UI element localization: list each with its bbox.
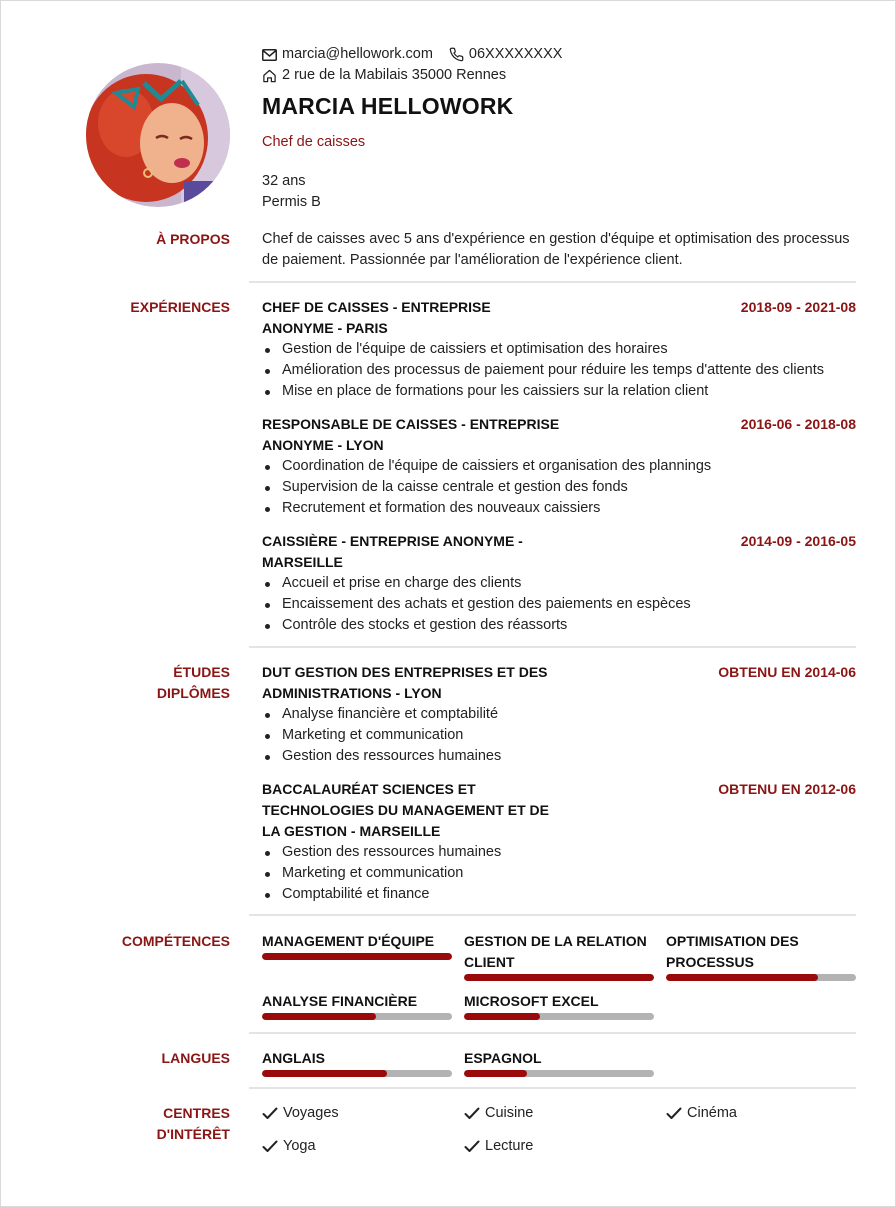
about-text bbox=[262, 229, 856, 271]
section-label-experiences: EXPÉRIENCES bbox=[130, 299, 230, 315]
skill-level-fill bbox=[666, 974, 818, 981]
skill-level-bar bbox=[464, 974, 654, 981]
check-icon bbox=[666, 1107, 682, 1120]
skill-item bbox=[262, 1048, 452, 1077]
skill-level-fill bbox=[262, 953, 452, 960]
section-label-interests bbox=[110, 1103, 230, 1145]
bullet-item: Accueil et prise en charge des clients bbox=[262, 573, 856, 594]
interest-item bbox=[464, 1103, 666, 1124]
skill-item bbox=[464, 991, 654, 1020]
divider bbox=[249, 1087, 856, 1089]
bullet-item: Analyse financière et comptabilité bbox=[262, 704, 856, 725]
skill-name: ANALYSE FINANCIÈRE bbox=[262, 993, 418, 1009]
interests-grid bbox=[262, 1103, 856, 1157]
education-title: DUT GESTION DES ENTREPRISES ET DES ADMINISTRATIONS - LYON bbox=[262, 664, 548, 701]
avatar bbox=[86, 63, 230, 207]
languages-grid-wrapper bbox=[262, 1048, 856, 1077]
skill-level-fill bbox=[262, 1013, 376, 1020]
bullet-item: Mise en place de formations pour les caissiers sur la relation client bbox=[262, 381, 856, 402]
education-bullets bbox=[262, 842, 856, 905]
avatar-illustration bbox=[86, 63, 230, 207]
bullet-item: Encaissement des achats et gestion des paiements en espèces bbox=[262, 594, 856, 615]
bullet-item: Supervision de la caisse centrale et gestion des fonds bbox=[262, 477, 856, 498]
skill-level-fill bbox=[262, 1070, 387, 1077]
mail-icon bbox=[262, 49, 277, 61]
phone-icon bbox=[449, 47, 464, 62]
skill-name: OPTIMISATION DES PROCESSUS bbox=[666, 933, 799, 970]
education-list bbox=[262, 662, 856, 917]
experience-date: 2014-09 - 2016-05 bbox=[740, 533, 856, 549]
about-paragraph: Chef de caisses avec 5 ans d'expérience en gestion d'équipe et optimisation des processus de paiement. Passionnée par l'amélioration de l'expérience client. bbox=[262, 231, 850, 268]
email-text: marcia@hellowork.com bbox=[282, 46, 433, 62]
skill-name: MICROSOFT EXCEL bbox=[464, 993, 599, 1009]
skill-level-bar bbox=[262, 1070, 452, 1077]
bullet-item: Recrutement et formation des nouveaux caissiers bbox=[262, 498, 856, 519]
bullet-item: Marketing et communication bbox=[262, 725, 856, 746]
education-entry bbox=[262, 779, 856, 905]
skill-level-bar bbox=[262, 1013, 452, 1020]
education-date: OBTENU EN 2012-06 bbox=[718, 781, 856, 797]
skill-level-fill bbox=[464, 1070, 527, 1077]
bullet-item: Gestion des ressources humaines bbox=[262, 746, 856, 767]
interest-label: Cinéma bbox=[687, 1105, 737, 1121]
check-icon bbox=[464, 1140, 480, 1153]
experience-date: 2018-09 - 2021-08 bbox=[740, 299, 856, 315]
email-item[interactable] bbox=[262, 44, 433, 65]
experience-bullets bbox=[262, 456, 856, 519]
section-label-skills: COMPÉTENCES bbox=[121, 933, 230, 949]
interests-wrapper bbox=[262, 1103, 856, 1157]
contact-line-2 bbox=[262, 65, 578, 86]
languages-grid bbox=[262, 1048, 856, 1077]
skill-level-bar bbox=[666, 974, 856, 981]
education-bullets bbox=[262, 704, 856, 767]
skill-item bbox=[262, 991, 452, 1020]
experience-entry bbox=[262, 531, 856, 636]
license-text: Permis B bbox=[262, 194, 321, 210]
address-text: 2 rue de la Mabilais 35000 Rennes bbox=[282, 67, 507, 83]
skill-level-bar bbox=[464, 1070, 654, 1077]
education-date: OBTENU EN 2014-06 bbox=[718, 664, 856, 680]
skill-level-fill bbox=[464, 974, 654, 981]
experience-title: RESPONSABLE DE CAISSES - ENTREPRISE ANONYME - LYON bbox=[262, 416, 560, 453]
bullet-item: Contrôle des stocks et gestion des réassorts bbox=[262, 615, 856, 636]
bullet-item: Comptabilité et finance bbox=[262, 884, 856, 905]
skill-level-fill bbox=[464, 1013, 540, 1020]
section-label-line: ÉTUDES bbox=[173, 664, 230, 680]
candidate-name: MARCIA HELLOWORK bbox=[262, 93, 514, 119]
interest-item bbox=[262, 1103, 464, 1124]
skill-level-bar bbox=[464, 1013, 654, 1020]
check-icon bbox=[262, 1107, 278, 1120]
skill-item bbox=[262, 931, 452, 981]
skills-grid-wrapper bbox=[262, 931, 856, 1020]
bullet-item: Amélioration des processus de paiement pour réduire les temps d'attente des clients bbox=[262, 360, 856, 381]
section-label-line: DIPLÔMES bbox=[156, 685, 230, 701]
contact-block bbox=[262, 44, 578, 86]
section-label-languages: LANGUES bbox=[161, 1050, 230, 1066]
personal-info bbox=[262, 171, 321, 213]
skill-name: ESPAGNOL bbox=[464, 1050, 542, 1066]
skill-name: ANGLAIS bbox=[262, 1050, 325, 1066]
bullet-item: Gestion des ressources humaines bbox=[262, 842, 856, 863]
bullet-item: Gestion de l'équipe de caissiers et optimisation des horaires bbox=[262, 339, 856, 360]
interest-label: Cuisine bbox=[485, 1105, 534, 1121]
check-icon bbox=[262, 1140, 278, 1153]
interest-label: Lecture bbox=[485, 1138, 534, 1154]
home-icon bbox=[262, 69, 277, 83]
skill-name: MANAGEMENT D'ÉQUIPE bbox=[262, 933, 435, 949]
divider bbox=[249, 281, 856, 283]
experience-bullets bbox=[262, 339, 856, 402]
experience-bullets bbox=[262, 573, 856, 636]
phone-text: 06XXXXXXXX bbox=[468, 46, 563, 62]
contact-line-1 bbox=[262, 44, 578, 65]
skill-name: GESTION DE LA RELATION CLIENT bbox=[464, 933, 647, 970]
experience-entry bbox=[262, 297, 856, 402]
skills-grid bbox=[262, 931, 856, 1020]
section-label-line: D'INTÉRÊT bbox=[156, 1126, 230, 1142]
skill-item bbox=[464, 931, 654, 981]
section-label-education bbox=[110, 662, 230, 704]
experience-entry bbox=[262, 414, 856, 519]
interest-item bbox=[464, 1136, 666, 1157]
skill-item bbox=[666, 931, 856, 981]
experience-date: 2016-06 - 2018-08 bbox=[740, 416, 856, 432]
phone-item[interactable] bbox=[449, 44, 563, 65]
bullet-item: Coordination de l'équipe de caissiers et organisation des plannings bbox=[262, 456, 856, 477]
experience-title: CAISSIÈRE - ENTREPRISE ANONYME - MARSEILLE bbox=[262, 533, 523, 570]
divider bbox=[249, 1032, 856, 1034]
interest-item bbox=[262, 1136, 464, 1157]
bullet-item: Marketing et communication bbox=[262, 863, 856, 884]
job-title: Chef de caisses bbox=[262, 134, 366, 150]
divider bbox=[249, 646, 856, 648]
skill-item bbox=[464, 1048, 654, 1077]
check-icon bbox=[464, 1107, 480, 1120]
interest-label: Yoga bbox=[283, 1138, 316, 1154]
section-label-about: À PROPOS bbox=[156, 231, 230, 247]
education-title: BACCALAURÉAT SCIENCES ET TECHNOLOGIES DU MANAGEMENT ET DE LA GESTION - MARSEILLE bbox=[262, 781, 550, 839]
section-label-line: CENTRES bbox=[163, 1105, 230, 1121]
experience-title: CHEF DE CAISSES - ENTREPRISE ANONYME - PARIS bbox=[262, 299, 491, 336]
skill-level-bar bbox=[262, 953, 452, 960]
age-text: 32 ans bbox=[262, 173, 306, 189]
experiences-list bbox=[262, 297, 856, 648]
interest-item bbox=[666, 1103, 856, 1124]
divider bbox=[249, 914, 856, 916]
interest-label: Voyages bbox=[283, 1105, 339, 1121]
education-entry bbox=[262, 662, 856, 767]
